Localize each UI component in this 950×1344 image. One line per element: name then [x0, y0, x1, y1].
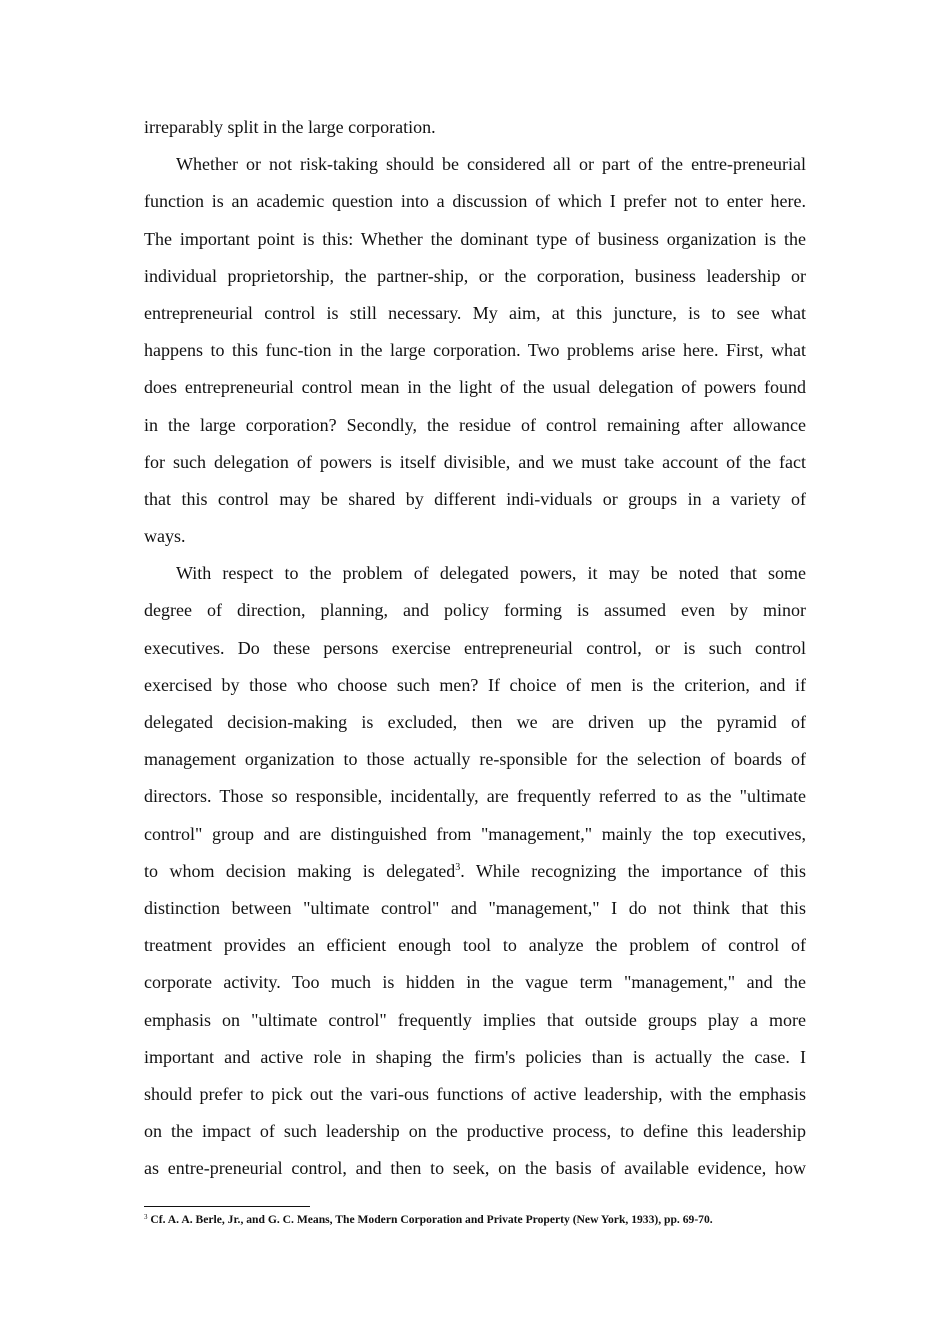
- text-segment: management organization to those actually re-sponsible for the selection of boards of: [144, 749, 806, 770]
- text-segment: irreparably split in the large corporation.: [144, 117, 436, 137]
- text-segment: individual proprietorship, the partner-ship, or the corporation, business leadership or: [144, 265, 806, 286]
- text-line: [144, 1039, 806, 1076]
- text-line: [144, 481, 806, 518]
- footnote-text: Cf. A. A. Berle, Jr., and G. C. Means, The Modern Corporation and Private Property (New York, 1933), pp. 69-70.: [150, 1213, 713, 1226]
- text-line: [144, 221, 806, 258]
- text-line: [144, 109, 806, 146]
- text-segment: exercised by those who choose such men? If choice of men is the criterion, and if: [144, 674, 806, 695]
- text-segment: delegated decision-making is excluded, then we are driven up the pyramid of: [144, 712, 806, 732]
- text-segment: control" group and are distinguished from "management," mainly the top executives,: [144, 823, 806, 844]
- text-segment: executives. Do these persons exercise entrepreneurial control, or is such control: [144, 637, 806, 658]
- text-line: [144, 555, 806, 592]
- text-segment: Whether or not risk-taking should be considered all or part of the entre-preneurial: [176, 154, 806, 175]
- text-segment: should prefer to pick out the vari-ous functions of active leadership, with the emphasis: [144, 1083, 806, 1104]
- text-segment: With respect to the problem of delegated powers, it may be noted that some: [176, 563, 806, 584]
- text-line: [144, 630, 806, 667]
- text-line: [144, 853, 806, 890]
- text-segment: on the impact of such leadership on the productive process, to define this leadership: [144, 1121, 806, 1142]
- text-line: [144, 332, 806, 369]
- footnote-marker: 3: [144, 1213, 148, 1221]
- text-line: [144, 258, 806, 295]
- text-segment: treatment provides an efficient enough tool to analyze the problem of control of: [144, 935, 806, 956]
- text-line: [144, 295, 806, 332]
- text-segment: directors. Those so responsible, incidentally, are frequently referred to as the "ultimate: [144, 786, 806, 807]
- text-line: [144, 667, 806, 704]
- text-line: [144, 741, 806, 778]
- text-line: [144, 1113, 806, 1150]
- text-line: [144, 444, 806, 481]
- text-segment: ways.: [144, 526, 186, 547]
- text-line: [144, 518, 806, 555]
- text-segment: degree of direction, planning, and policy forming is assumed even by minor: [144, 600, 806, 621]
- text-line: [144, 146, 806, 183]
- text-line: [144, 964, 806, 1001]
- text-line: [144, 369, 806, 406]
- footnote-reference: 3: [455, 861, 461, 873]
- text-line: [144, 183, 806, 220]
- body-text: [144, 109, 806, 1187]
- text-line: [144, 1150, 806, 1187]
- footnote: [144, 1213, 713, 1226]
- text-line: [144, 890, 806, 927]
- text-segment: important and active role in shaping the firm's policies than is actually the case. I: [144, 1046, 806, 1067]
- text-segment: emphasis on "ultimate control" frequently implies that outside groups play a more: [144, 1009, 806, 1030]
- text-line: [144, 927, 806, 964]
- text-line: [144, 407, 806, 444]
- text-segment: distinction between "ultimate control" and "management," I do not think that this: [144, 897, 806, 918]
- text-line: [144, 816, 806, 853]
- text-segment: function is an academic question into a discussion of which I prefer not to enter here.: [144, 191, 806, 212]
- text-line: [144, 704, 806, 741]
- text-line: [144, 1002, 806, 1039]
- text-segment: entrepreneurial control is still necessary. My aim, at this juncture, is to see what: [144, 302, 806, 323]
- text-segment: The important point is this: Whether the dominant type of business organization is the: [144, 228, 806, 249]
- footnote-divider: [144, 1206, 310, 1207]
- paragraph: [144, 109, 806, 146]
- text-segment: does entrepreneurial control mean in the light of the usual delegation of powers found: [144, 377, 806, 398]
- text-line: [144, 592, 806, 629]
- text-segment: corporate activity. Too much is hidden in the vague term "management," and the: [144, 972, 806, 993]
- text-segment: that this control may be shared by different indi-viduals or groups in a variety of: [144, 488, 806, 509]
- text-segment: for such delegation of powers is itself divisible, and we must take account of the fact: [144, 451, 806, 472]
- text-line: [144, 1076, 806, 1113]
- paragraph: [144, 146, 806, 555]
- text-segment: as entre-preneurial control, and then to seek, on the basis of available evidence, how: [144, 1158, 806, 1179]
- text-segment: in the large corporation? Secondly, the residue of control remaining after allowance: [144, 414, 806, 435]
- text-segment: happens to this func-tion in the large corporation. Two problems arise here. First, what: [144, 340, 806, 361]
- text-line: [144, 778, 806, 815]
- paragraph: [144, 555, 806, 1187]
- text-segment: to whom decision making is delegated: [144, 860, 456, 881]
- text-segment: . While recognizing the importance of this: [460, 860, 806, 881]
